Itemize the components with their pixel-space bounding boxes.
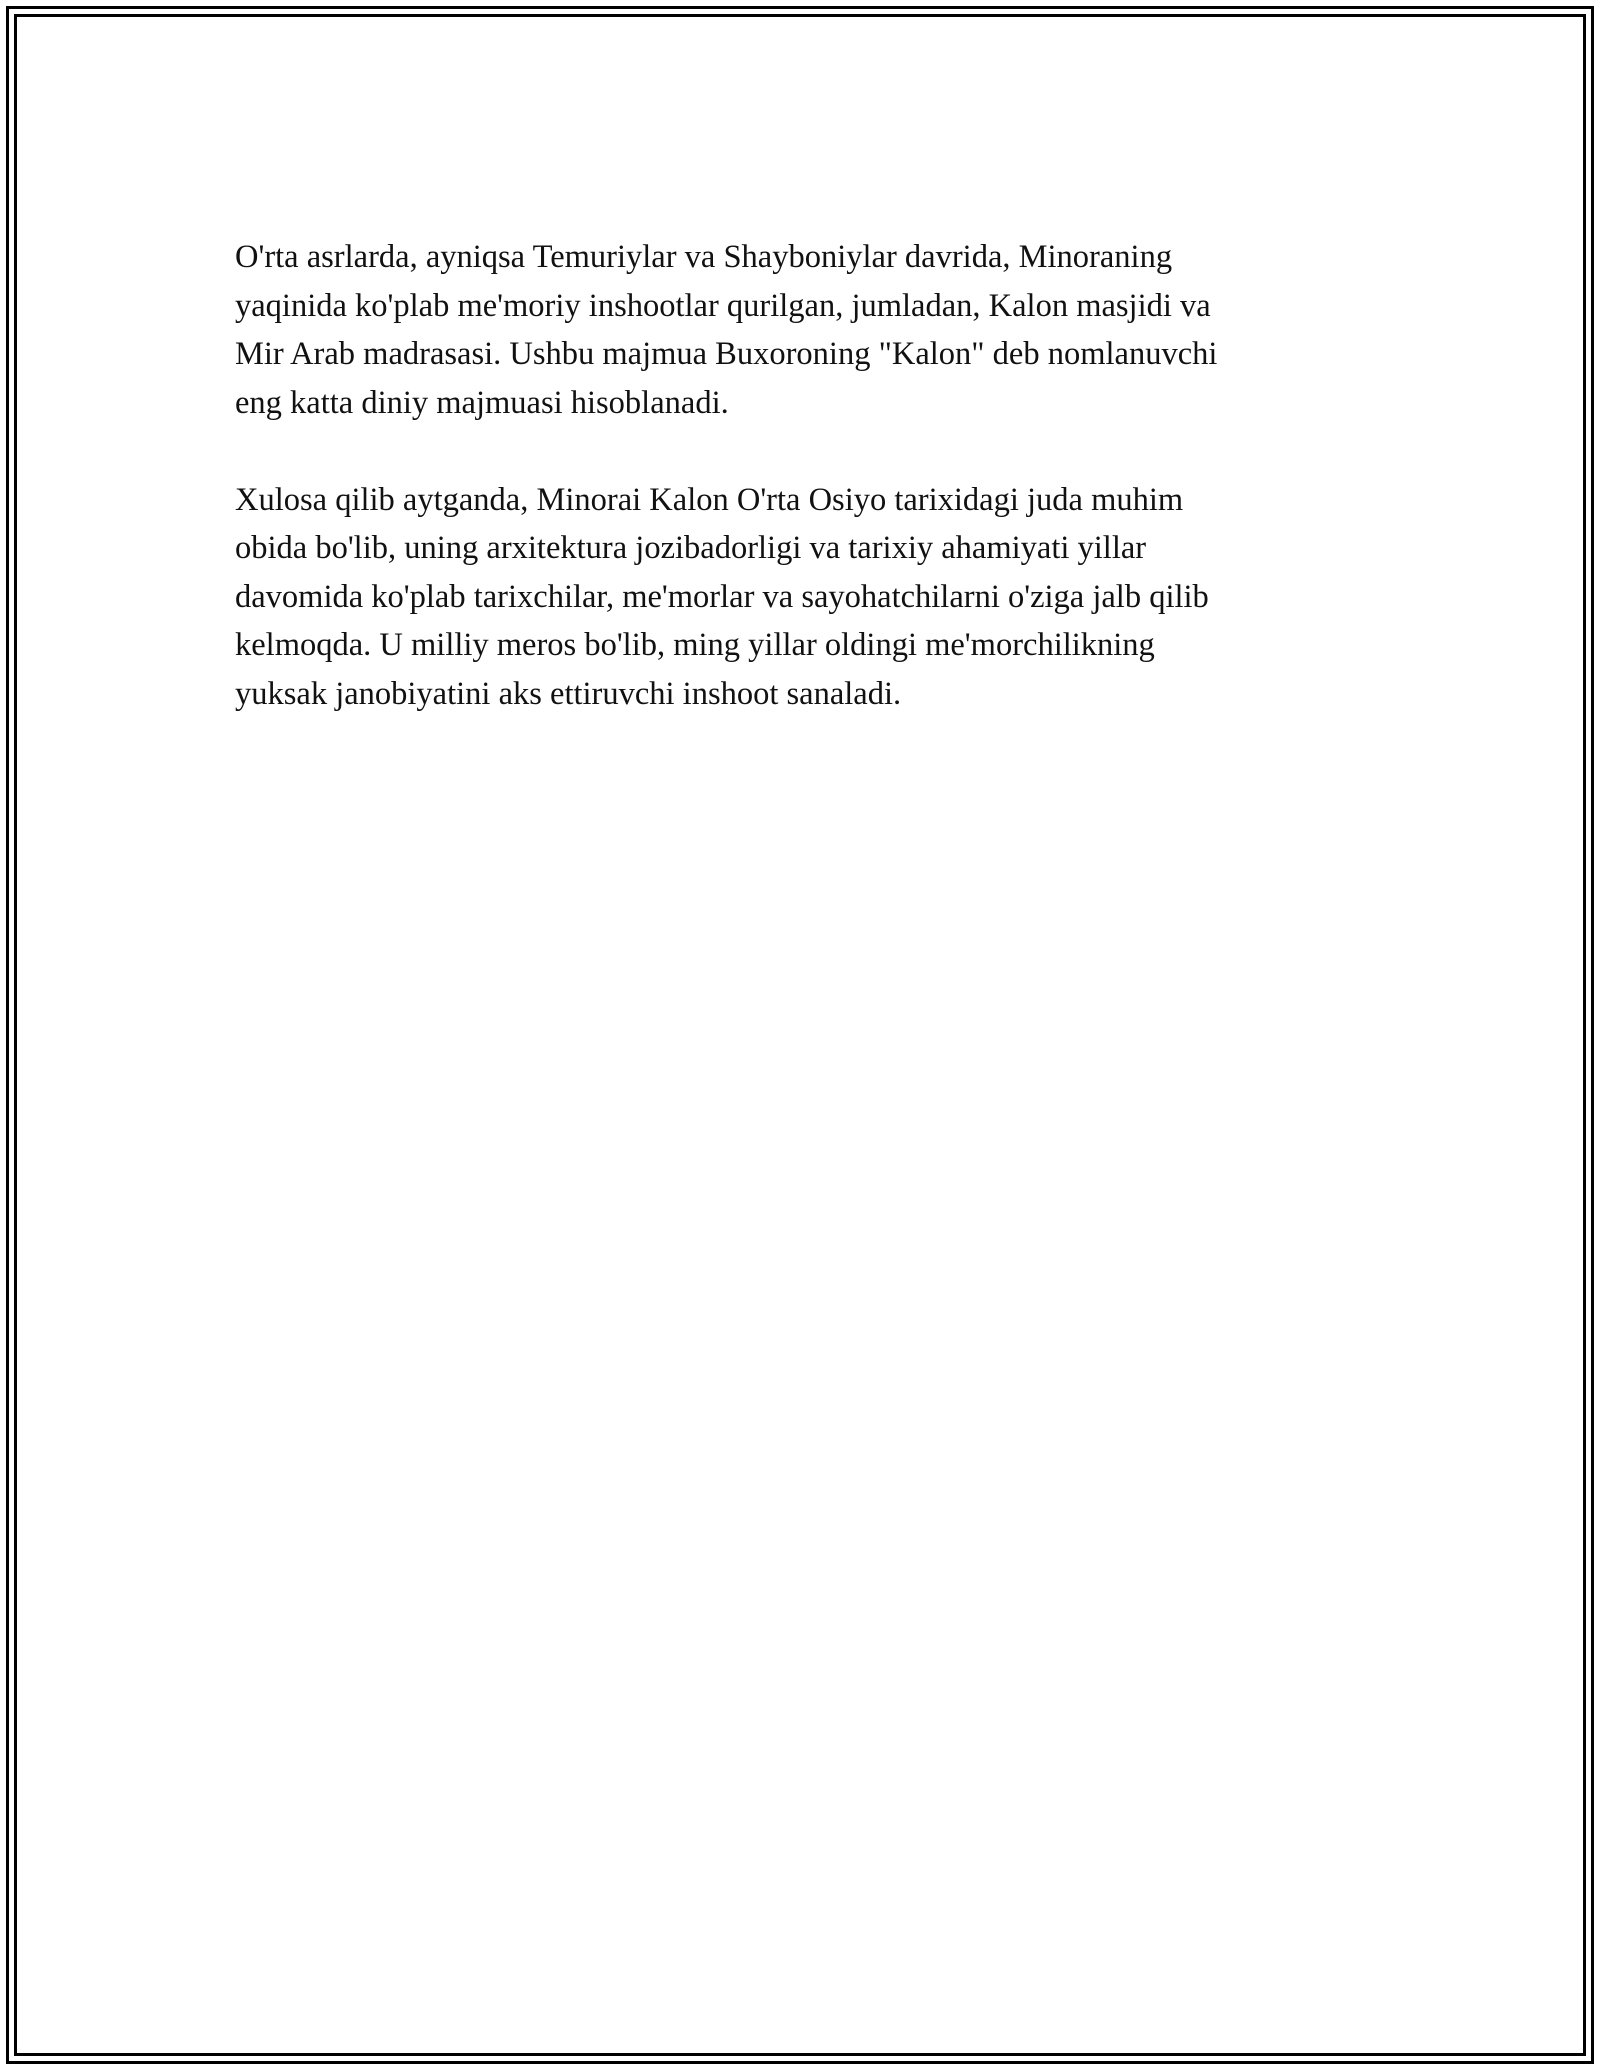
document-body <box>235 233 1365 718</box>
paragraph-1: O'rta asrlarda, ayniqsa Temuriylar va Shayboniylar davrida, Minoraning yaqinida ko'plab me'moriy inshootlar qurilgan, jumladan, Kalon masjidi va Mir Arab madrasasi. Ushbu majmua Buxoroning "Kalon" deb nomlanuvchi eng katta diniy majmuasi hisoblanadi. <box>235 239 1218 421</box>
paragraph-2: Xulosa qilib aytganda, Minorai Kalon O'rta Osiyo tarixidagi juda muhim obida bo'lib, uning arxitektura jozibadorligi va tarixiy ahamiyati yillar davomida ko'plab tarixchilar, me'morlar va sayohatchilarni o'ziga jalb qilib kelmoqda. U milliy meros bo'lib, ming yillar oldingi me'morchilikning yuksak janobiyatini aks ettiruvchi inshoot sanaladi. <box>235 481 1209 712</box>
